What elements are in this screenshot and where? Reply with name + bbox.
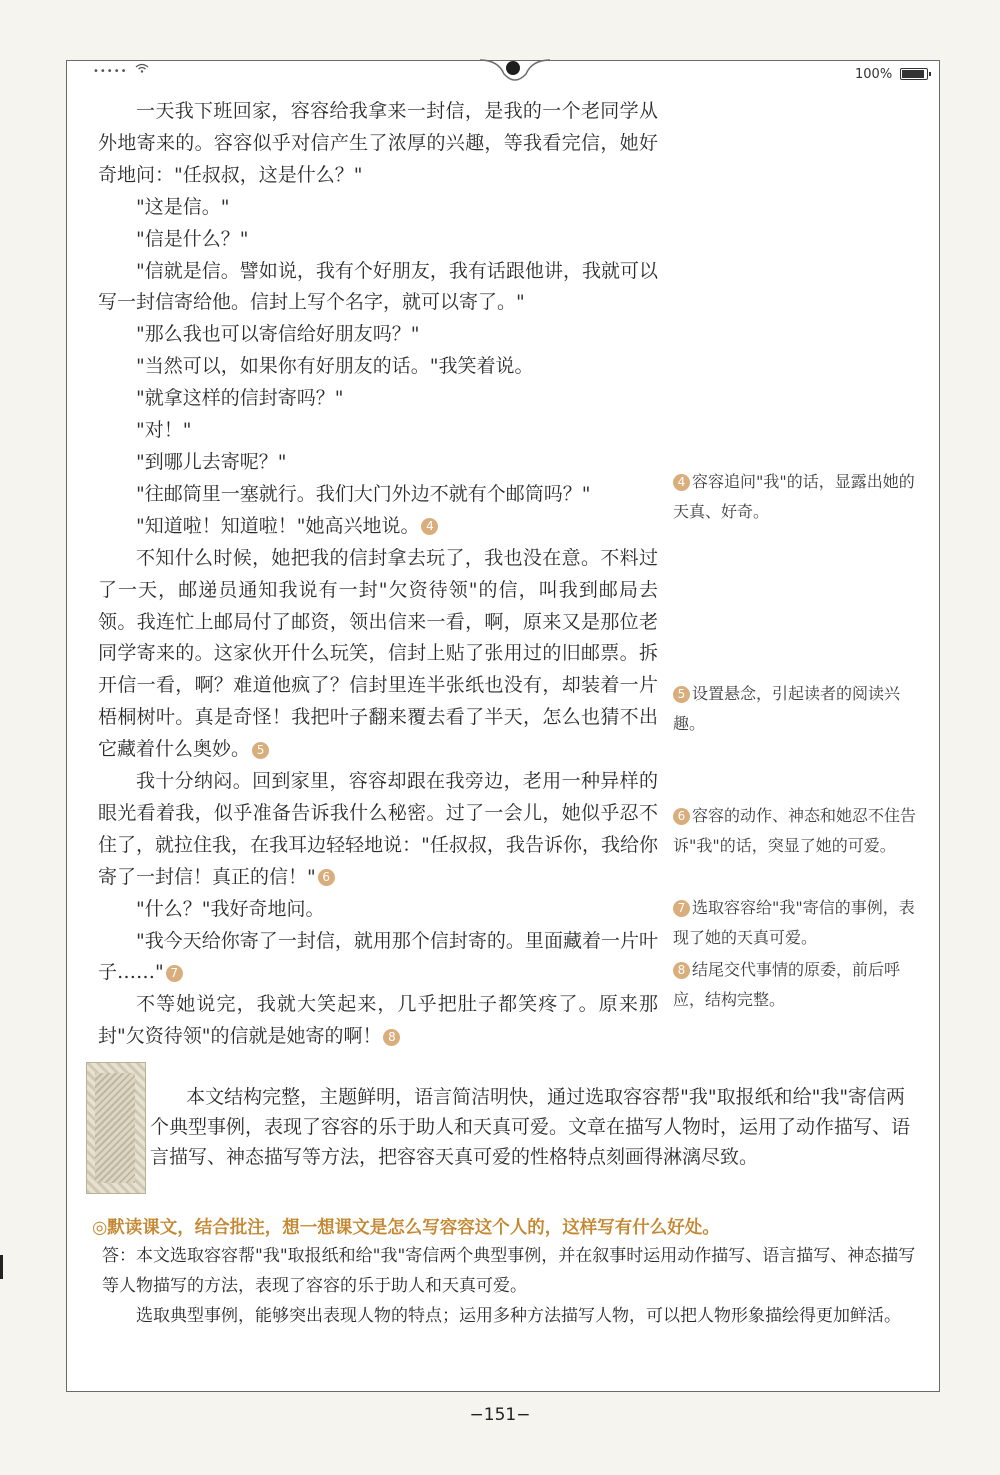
story-paragraph: "我今天给你寄了一封信，就用那个信封寄的。里面藏着一片叶子……" 7: [98, 929, 658, 984]
annotation-marker: 5: [252, 742, 269, 759]
signal-indicator: •••••: [93, 66, 128, 77]
story-text: [98, 96, 658, 1053]
summary-emblem: [86, 1062, 146, 1194]
side-note: 6 容容的动作、神态和她忍不住告诉"我"的话，突显了她的可爱。: [673, 806, 917, 855]
summary-emblem-pattern: [95, 1073, 135, 1183]
side-note: 4 容容追问"我"的话，显露出她的天真、好奇。: [673, 472, 915, 521]
annotation-marker: 8: [383, 1029, 400, 1046]
story-paragraph: "信就是信。譬如说，我有个好朋友，我有话跟他讲，我就可以写一封信寄给他。信封上写个名字，就可以寄了。": [98, 259, 658, 314]
side-note: 8 结尾交代事情的原委，前后呼应，结构完整。: [673, 960, 901, 1009]
story-paragraph: "什么？"我好奇地问。: [136, 897, 325, 920]
story-paragraph: "就拿这样的信封寄吗？": [136, 387, 344, 410]
wifi-icon: [135, 63, 149, 73]
annotation-marker: 4: [421, 518, 438, 535]
story-paragraph: "到哪儿去寄呢？": [136, 450, 287, 473]
battery-percentage: 100%: [855, 67, 893, 82]
side-note: 7 选取容容给"我"寄信的事例，表现了她的天真可爱。: [673, 898, 915, 947]
battery-icon: [900, 68, 928, 80]
story-paragraph: "那么我也可以寄信给好朋友吗？": [136, 323, 420, 346]
answer-text: 答：本文选取容容帮"我"取报纸和给"我"寄信两个典型事例，并在叙事时运用动作描写、语言描写、神态描写等人物描写的方法，表现了容容的乐于助人和天真可爱。 选取典型事例，能够突出表现人物的特点；运用多种方法描写人物，可以把人物形象描绘得更加鲜活。: [102, 1246, 916, 1326]
camera-dot: [506, 61, 520, 75]
note-marker: 5: [673, 686, 690, 703]
story-paragraph: 不等她说完，我就大笑起来，几乎把肚子都笑疼了。原来那封"欠资待领"的信就是她寄的啊！ 8: [98, 993, 658, 1048]
story-paragraph: "信是什么？": [136, 227, 249, 250]
story-paragraph: "往邮筒里一塞就行。我们大门外边不就有个邮筒吗？": [136, 482, 591, 505]
note-marker: 4: [673, 474, 690, 491]
story-paragraph: "知道啦！知道啦！"她高兴地说。 4: [98, 511, 658, 543]
note-marker: 8: [673, 962, 690, 979]
note-marker: 7: [673, 900, 690, 917]
story-paragraph: 我十分纳闷。回到家里，容容却跟在我旁边，老用一种异样的眼光看着我，似乎准备告诉我什么秘密。过了一会儿，她似乎忍不住了，就拉住我，在我耳边轻轻地说："任叔叔，我告诉你，我给你寄了一封信！真正的信！" 6: [98, 770, 658, 888]
story-paragraph: "这是信。": [136, 195, 230, 218]
side-note: 5 设置悬念，引起读者的阅读兴趣。: [673, 684, 901, 733]
page-number: −151−: [469, 1405, 531, 1425]
story-paragraph: "对！": [136, 419, 192, 442]
question-prompt: ◎默读课文，结合批注，想一想课文是怎么写容容这个人的，这样写有什么好处。: [92, 1218, 720, 1238]
story-paragraph: "当然可以，如果你有好朋友的话。"我笑着说。: [136, 355, 534, 378]
story-paragraph: 不知什么时候，她把我的信封拿去玩了，我也没在意。不料过了一天，邮递员通知我说有一封"欠资待领"的信，叫我到邮局去领。我连忙上邮局付了邮资，领出信来一看，啊，原来又是那位老同学寄来的。这家伙开什么玩笑，信封上贴了张用过的旧邮票。拆开信一看，啊？难道他疯了？信封里连半张纸也没有，却装着一片梧桐树叶。真是奇怪！我把叶子翻来覆去看了半天，怎么也猜不出它藏着什么奥妙。 5: [98, 546, 658, 761]
summary-text: 本文结构完整，主题鲜明，语言简洁明快，通过选取容容帮"我"取报纸和给"我"寄信两个典型事例，表现了容容的乐于助人和天真可爱。文章在描写人物时，运用了动作描写、语言描写、神态描写等方法，把容容天真可爱的性格特点刻画得淋漓尽致。: [150, 1086, 911, 1168]
edge-mark: [0, 1255, 11, 1279]
note-marker: 6: [673, 808, 690, 825]
story-paragraph: 一天我下班回家，容容给我拿来一封信，是我的一个老同学从外地寄来的。容容似乎对信产生了浓厚的兴趣，等我看完信，她好奇地问："任叔叔，这是什么？": [98, 100, 658, 186]
annotation-marker: 6: [318, 869, 335, 886]
annotation-marker: 7: [166, 965, 183, 982]
